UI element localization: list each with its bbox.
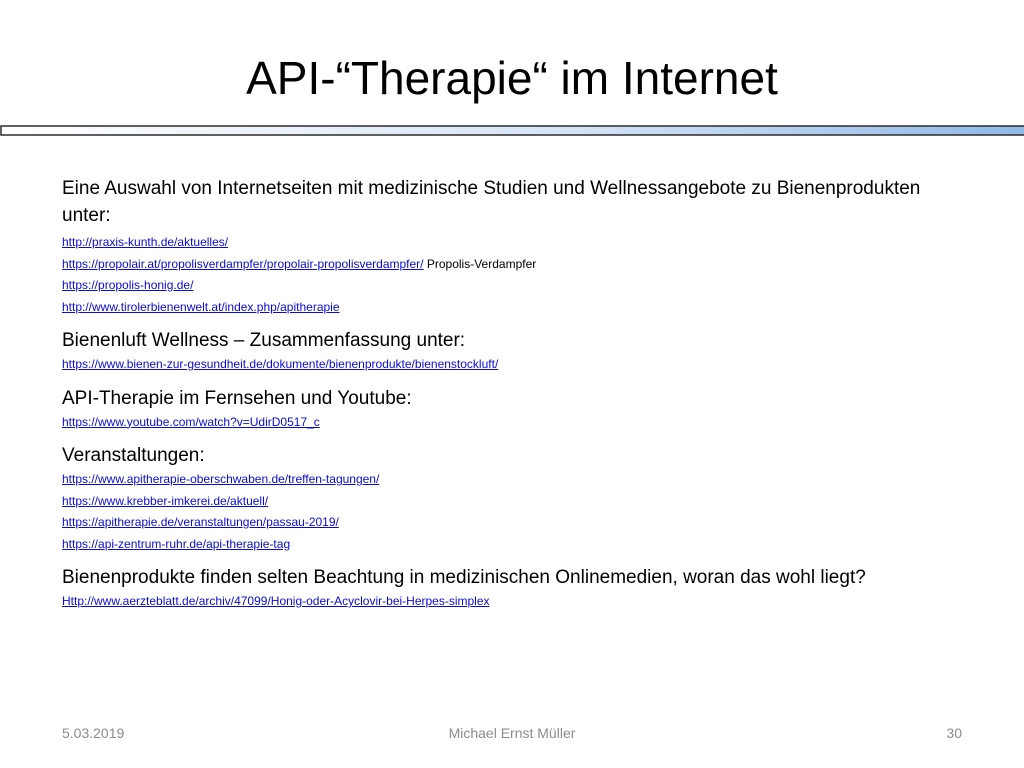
- link-line: [62, 591, 962, 613]
- links-group-2: [62, 354, 962, 376]
- section-heading-onlinemedien: Bienenprodukte finden selten Beachtung in medizinischen Onlinemedien, woran das wohl liegt?: [62, 567, 866, 588]
- hyperlink[interactable]: http://praxis-kunth.de/aktuelles/: [62, 235, 229, 249]
- footer-date: 5.03.2019: [62, 725, 125, 741]
- hyperlink[interactable]: https://www.krebber-imkerei.de/aktuell/: [62, 493, 269, 508]
- link-line: [62, 354, 962, 376]
- section-heading-tv-youtube: API-Therapie im Fernsehen und Youtube:: [62, 387, 412, 409]
- hyperlink[interactable]: https://propolis-honig.de/: [62, 278, 194, 292]
- link-line: [62, 412, 962, 434]
- hyperlink[interactable]: https://api-zentrum-ruhr.de/api-therapie-tag: [62, 536, 291, 551]
- footer-page-number: 30: [946, 725, 962, 741]
- title-divider: [0, 125, 1024, 136]
- link-line: [62, 534, 962, 556]
- footer-author: Michael Ernst Müller: [448, 725, 576, 741]
- link-line: [62, 469, 962, 491]
- hyperlink[interactable]: https://www.apitherapie-oberschwaben.de/treffen-tagungen/: [62, 472, 380, 486]
- hyperlink[interactable]: https://www.bienen-zur-gesundheit.de/dokumente/bienenprodukte/bienenstockluft/: [62, 357, 499, 371]
- links-group-1: [62, 232, 962, 318]
- link-line: [62, 297, 962, 319]
- hyperlink[interactable]: Http://www.aerzteblatt.de/archiv/47099/Honig-oder-Acyclovir-bei-Herpes-simplex: [62, 594, 490, 608]
- section-heading-bienenluft: Bienenluft Wellness – Zusammenfassung unter:: [62, 330, 466, 351]
- link-note: Propolis-Verdampfer: [426, 256, 537, 271]
- link-line: [62, 254, 962, 276]
- link-line: [62, 232, 962, 254]
- links-group-4: [62, 469, 962, 555]
- slide-title: API-“Therapie“ im Internet: [246, 52, 778, 104]
- links-group-5: [62, 591, 962, 613]
- section-heading-veranstaltungen: Veranstaltungen:: [62, 445, 205, 466]
- links-group-3: [62, 412, 962, 434]
- intro-text: Eine Auswahl von Internetseiten mit medizinische Studien und Wellnessangebote zu Bienenprodukten unter:: [62, 178, 921, 226]
- hyperlink[interactable]: https://apitherapie.de/veranstaltungen/passau-2019/: [62, 515, 339, 529]
- link-line: [62, 275, 962, 297]
- hyperlink[interactable]: http://www.tirolerbienenwelt.at/index.php/apitherapie: [62, 299, 340, 314]
- link-line: [62, 491, 962, 513]
- hyperlink[interactable]: https://www.youtube.com/watch?v=UdirD0517_c: [62, 414, 320, 429]
- hyperlink[interactable]: https://propolair.at/propolisverdampfer/propolair-propolisverdampfer/: [62, 256, 424, 271]
- link-line: [62, 512, 962, 534]
- slide-body: [62, 175, 962, 613]
